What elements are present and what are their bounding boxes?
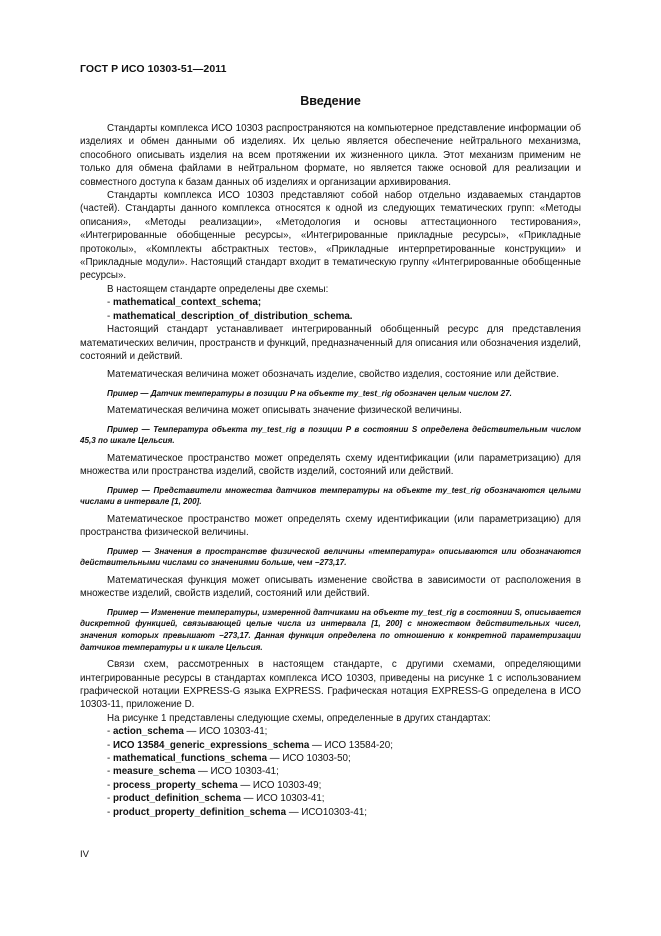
example-note: Пример — Датчик температуры в позиции P на объекте my_test_rig обозначен целым числом 27.	[107, 388, 512, 398]
section-title: Введение	[300, 94, 361, 108]
example-note: Пример — Температура объекта my_test_rig в позиции P в состоянии S определена действительным числом 45,3 по шкале Цельсия.	[80, 424, 581, 446]
paragraph: Математическая функция может описывать изменение свойства в зависимости от расположения в множестве изделий, свойств изделий, состояний или действий.	[80, 574, 581, 600]
page-number: IV	[80, 849, 89, 860]
paragraph: Настоящий стандарт устанавливает интегрированный обобщенный ресурс для представления математических величин, пространств и функций, предназначенный для описания или обозначения изделий, состояний и действий.	[80, 324, 581, 362]
paragraph: Стандарты комплекса ИСО 10303 распространяются на компьютерное представление информации об изделиях и обмен данными об изделиях. Их целью является обеспечение нейтрального механизма, способного описывать изделия на всем протяжении их жизненного цикла. Этот механизм применим не только для обмена файлами в нейтральном формате, но является также основой для реализации и совместного доступа к базам данных об изделиях и организации архивирования.	[80, 123, 581, 188]
paragraph: Связи схем, рассмотренных в настоящем стандарте, с другими схемами, определяющими интегрированные ресурсы в стандартах комплекса ИСО 10303, приведены на рисунке 1 с использованием графической нотации EXPRESS-G языка EXPRESS. Графическая нотация EXPRESS-G определена в ИСО 10303-11, приложение D.	[80, 659, 581, 711]
reference-list-item: - ИСО 13584_generic_expressions_schema — ИСО 13584-20;	[107, 739, 393, 751]
paragraph: Математическое пространство может определять схему идентификации (или параметризацию) для множества или пространства изделий, свойств изделий, состояний или действий.	[80, 452, 581, 478]
paragraph: Математическое пространство может определять схему идентификации (или параметризацию) для пространства физической величины.	[80, 513, 581, 539]
reference-list-item: - action_schema — ИСО 10303-41;	[107, 726, 268, 738]
paragraph: На рисунке 1 представлены следующие схемы, определенные в других стандартах:	[107, 712, 491, 724]
reference-list-item: - process_property_schema — ИСО 10303-49;	[107, 779, 322, 791]
document-header: ГОСТ Р ИСО 10303-51—2011	[80, 63, 227, 75]
reference-list-item: - product_definition_schema — ИСО 10303-41;	[107, 793, 325, 805]
schema-list-item: - mathematical_context_schema;	[107, 297, 262, 309]
example-note: Пример — Значения в пространстве физической величины «температура» описываются или обозначаются действительными числами со значениями больше, чем −273,17.	[80, 546, 581, 568]
paragraph: Математическая величина может обозначать изделие, свойство изделия, состояние или действие.	[107, 369, 559, 381]
reference-list-item: - product_property_definition_schema — ИСО10303-41;	[107, 806, 367, 818]
reference-list-item: - mathematical_functions_schema — ИСО 10303-50;	[107, 752, 351, 764]
example-note: Пример — Изменение температуры, измеренной датчиками на объекте my_test_rig в состоянии S, описывается дискретной функцией, связывающей целые числа из интервала [1, 200] с множеством действительных чисел, значения которых превышают −273,17. Данная функция определена по отношению к конкретной параметризации датчиков температуры и к шкале Цельсия.	[80, 607, 581, 652]
schema-list-item: - mathematical_description_of_distribution_schema.	[107, 310, 353, 322]
paragraph: В настоящем стандарте определены две схемы:	[107, 283, 329, 295]
paragraph: Математическая величина может описывать значение физической величины.	[107, 405, 462, 417]
body-text	[80, 122, 581, 819]
reference-list-item: - measure_schema — ИСО 10303-41;	[107, 766, 279, 778]
example-note: Пример — Представители множества датчиков температуры на объекте my_test_rig обозначаются целыми числами в интервале [1, 200].	[80, 485, 581, 507]
paragraph: Стандарты комплекса ИСО 10303 представляют собой набор отдельно издаваемых стандартов (частей). Стандарты данного комплекса относятся к одной из следующих тематических групп: «Методы описания», «Методы реализации», «Методология и основы аттестационного тестирования», «Интегрированные обобщенные ресурсы», «Интегрированные прикладные ресурсы», «Прикладные протоколы», «Комплекты абстрактных тестов», «Прикладные интерпретированные конструкции» и «Прикладные модули». Настоящий стандарт входит в тематическую группу «Интегрированные обобщенные ресурсы».	[80, 190, 581, 282]
